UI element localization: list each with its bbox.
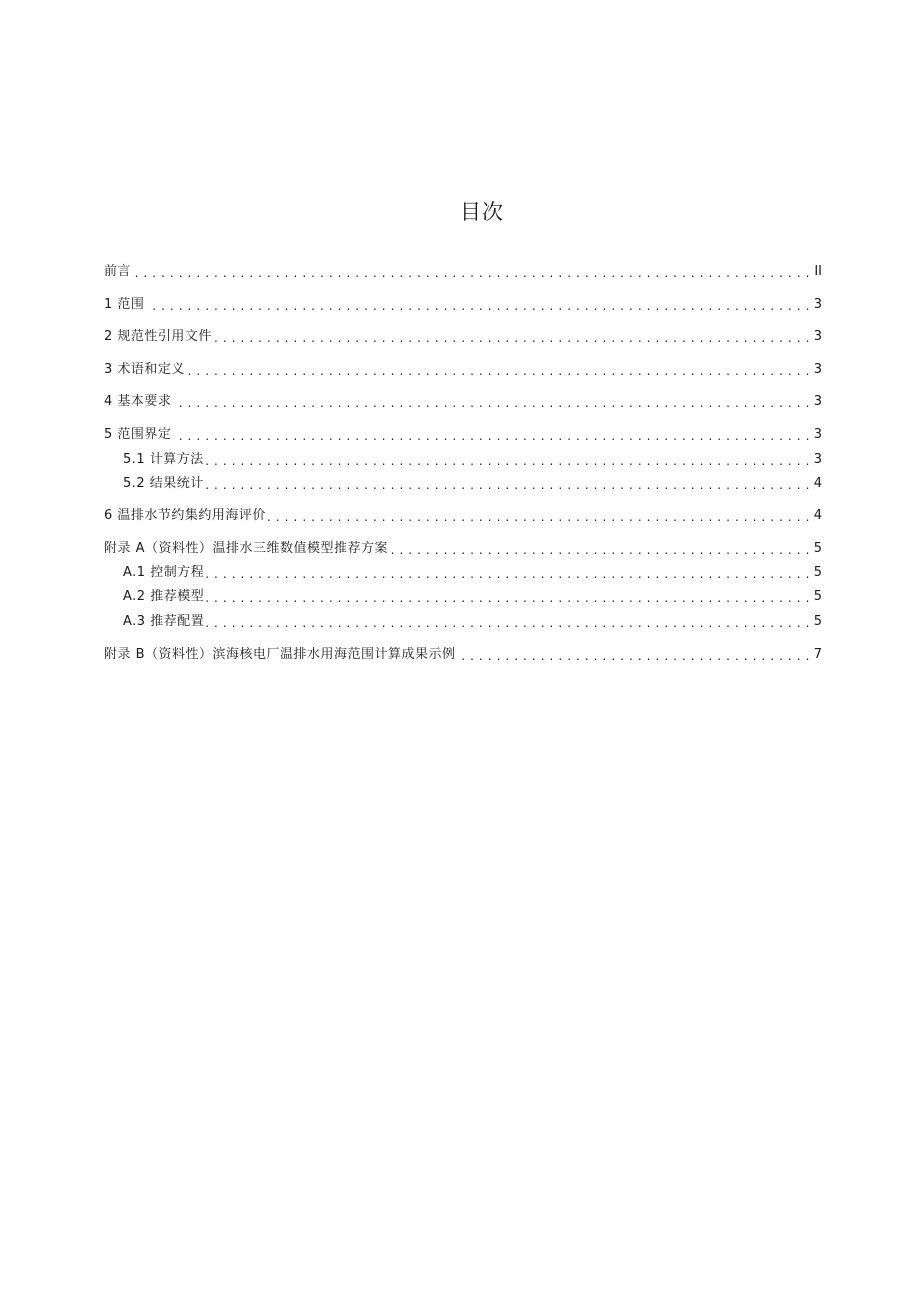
toc-dot-leader [390,539,810,559]
toc-entry-label: 1 范围 [104,297,145,312]
toc-entry-label: 附录 A（资料性）温排水三维数值模型推荐方案 [104,541,389,556]
toc-subentry[interactable] [123,474,822,494]
toc-dot-leader [206,450,810,470]
toc-entry-label: 附录 B（资料性）滨海核电厂温排水用海范围计算成果示例 [104,647,456,662]
toc-dot-leader [187,360,810,380]
toc-entry-page: 3 [813,427,822,442]
toc-entry[interactable] [104,360,822,380]
toc-dot-leader [458,645,810,665]
toc-entry-page: 5 [813,565,822,580]
toc-entry-label: 2 规范性引用文件 [104,329,212,344]
toc-entry[interactable] [104,645,822,665]
toc-entry-page: II [814,264,822,279]
toc-entry[interactable] [104,392,822,412]
toc-entry-page: 3 [813,394,822,409]
toc-dot-leader [206,612,810,632]
toc-entry[interactable] [104,506,822,526]
toc-entry-page: 5 [813,541,822,556]
toc-entry-label: 5.1 计算方法 [123,452,204,467]
toc-entry[interactable] [104,327,822,347]
toc-dot-leader [214,327,810,347]
toc-dot-leader [133,262,810,282]
toc-subentry[interactable] [123,587,822,607]
toc-entry-page: 7 [813,647,822,662]
toc-entry-label: 5.2 结果统计 [123,476,204,491]
toc-entry-label: 6 温排水节约集约用海评价 [104,508,266,523]
toc-entry-label: A.3 推荐配置 [123,614,205,629]
toc-entry[interactable] [104,295,822,315]
toc-entry-page: 3 [813,329,822,344]
toc-dot-leader [268,506,810,526]
toc-dot-leader [206,563,810,583]
toc-entry-page: 5 [813,589,822,604]
toc-dot-leader [206,474,810,494]
toc-entry[interactable] [104,262,822,282]
toc-entry-label: 前言 [104,264,132,279]
toc-dot-leader [173,392,810,412]
page-title: 目次 [460,200,504,224]
toc-entry-label: 5 范围界定 [104,427,172,442]
toc-dot-leader [146,295,810,315]
toc-entry-label: 3 术语和定义 [104,362,185,377]
toc-entry-label: A.1 控制方程 [123,565,205,580]
toc-entry-page: 3 [813,362,822,377]
toc-entry[interactable] [104,425,822,445]
toc-entry-page: 4 [813,476,822,491]
toc-entry-page: 3 [813,452,822,467]
toc-entry[interactable] [104,539,822,559]
toc-entry-label: 4 基本要求 [104,394,172,409]
toc-entry-label: A.2 推荐模型 [123,589,205,604]
toc-entry-page: 5 [813,614,822,629]
toc-subentry[interactable] [123,612,822,632]
toc-dot-leader [206,587,810,607]
toc-subentry[interactable] [123,450,822,470]
toc-entry-page: 4 [813,508,822,523]
toc-entry-page: 3 [813,297,822,312]
toc-subentry[interactable] [123,563,822,583]
toc-dot-leader [173,425,810,445]
